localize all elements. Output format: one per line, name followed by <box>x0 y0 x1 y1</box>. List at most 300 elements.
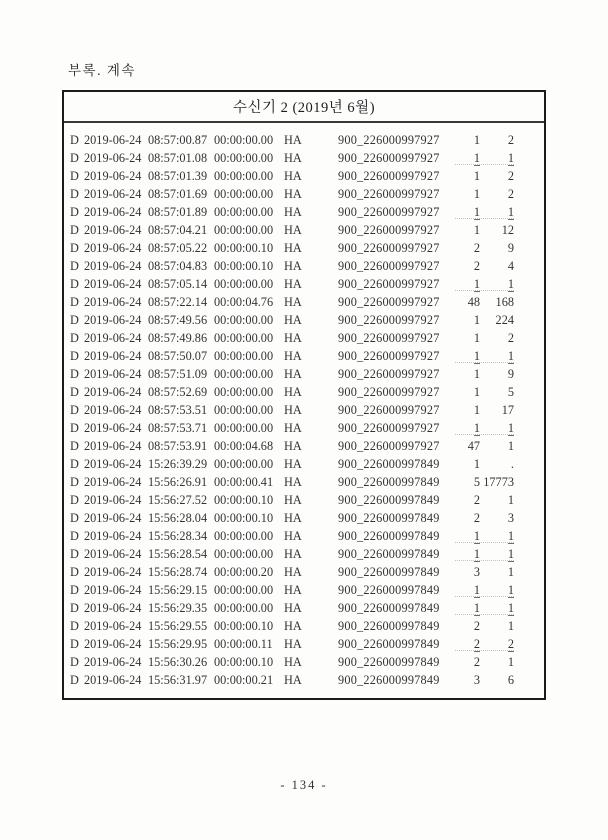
row-date: 2019-06-24 <box>84 439 142 453</box>
row-date: 2019-06-24 <box>84 619 142 633</box>
row-id: 900_226000997927 <box>338 133 440 147</box>
row-values <box>448 329 514 347</box>
row-time: 08:57:49.56 <box>148 313 208 327</box>
row-date: 2019-06-24 <box>84 421 142 435</box>
row-value-1: 1 <box>473 313 480 327</box>
row-time: 08:57:49.86 <box>148 331 208 345</box>
log-row <box>70 203 544 221</box>
row-value-1: 1 <box>473 529 480 543</box>
row-time: 08:57:52.69 <box>148 385 208 399</box>
row-value-2: 1 <box>507 349 514 363</box>
row-value-2: 3 <box>507 511 514 525</box>
row-date: 2019-06-24 <box>84 601 142 615</box>
row-values <box>448 599 514 617</box>
row-date: 2019-06-24 <box>84 565 142 579</box>
row-elapsed: 00:00:00.00 <box>214 367 274 381</box>
row-elapsed: 00:00:00.00 <box>214 385 274 399</box>
row-code: HA <box>284 529 302 543</box>
row-flag: D <box>70 259 79 273</box>
row-code: HA <box>284 565 302 579</box>
log-row <box>70 545 544 563</box>
row-elapsed: 00:00:00.00 <box>214 313 274 327</box>
row-values <box>448 527 514 545</box>
row-time: 08:57:50.07 <box>148 349 208 363</box>
row-value-1: 1 <box>473 421 480 435</box>
row-elapsed: 00:00:00.00 <box>214 151 274 165</box>
row-date: 2019-06-24 <box>84 205 142 219</box>
row-value-1: 2 <box>473 511 480 525</box>
row-id: 900_226000997849 <box>338 565 440 579</box>
row-values <box>448 167 514 185</box>
row-code: HA <box>284 277 302 291</box>
row-code: HA <box>284 457 302 471</box>
row-elapsed: 00:00:00.00 <box>214 403 274 417</box>
row-code: HA <box>284 349 302 363</box>
row-flag: D <box>70 601 79 615</box>
row-elapsed: 00:00:00.00 <box>214 547 274 561</box>
row-time: 15:56:31.97 <box>148 673 208 687</box>
row-values <box>448 473 514 491</box>
log-row <box>70 419 544 437</box>
row-date: 2019-06-24 <box>84 241 142 255</box>
log-row <box>70 221 544 239</box>
row-code: HA <box>284 583 302 597</box>
row-code: HA <box>284 619 302 633</box>
row-date: 2019-06-24 <box>84 385 142 399</box>
row-id: 900_226000997849 <box>338 673 440 687</box>
row-code: HA <box>284 439 302 453</box>
row-elapsed: 00:00:00.10 <box>214 511 274 525</box>
row-values <box>448 545 514 563</box>
row-id: 900_226000997849 <box>338 601 440 615</box>
row-date: 2019-06-24 <box>84 367 142 381</box>
row-date: 2019-06-24 <box>84 673 142 687</box>
row-elapsed: 00:00:00.00 <box>214 457 274 471</box>
row-values <box>448 563 514 581</box>
row-id: 900_226000997927 <box>338 277 440 291</box>
row-time: 08:57:00.87 <box>148 133 208 147</box>
row-value-2: 1 <box>507 547 514 561</box>
row-elapsed: 00:00:00.10 <box>214 259 274 273</box>
row-value-2: 1 <box>507 277 514 291</box>
log-row <box>70 599 544 617</box>
row-id: 900_226000997927 <box>338 223 440 237</box>
row-flag: D <box>70 565 79 579</box>
row-time: 08:57:53.91 <box>148 439 208 453</box>
row-value-1: 1 <box>473 151 480 165</box>
row-code: HA <box>284 421 302 435</box>
row-flag: D <box>70 385 79 399</box>
row-time: 15:56:29.35 <box>148 601 208 615</box>
row-time: 15:56:29.55 <box>148 619 208 633</box>
row-code: HA <box>284 475 302 489</box>
page-number: - 134 - <box>280 778 328 792</box>
row-flag: D <box>70 367 79 381</box>
row-value-2: 9 <box>507 241 514 255</box>
row-elapsed: 00:00:00.11 <box>214 637 273 651</box>
row-value-2: 1 <box>507 583 514 597</box>
row-values <box>448 509 514 527</box>
row-value-2: 1 <box>507 655 514 669</box>
row-value-2: 168 <box>495 295 514 309</box>
row-code: HA <box>284 151 302 165</box>
row-id: 900_226000997927 <box>338 403 440 417</box>
log-row <box>70 347 544 365</box>
row-value-2: 2 <box>507 133 514 147</box>
row-value-1: 2 <box>473 655 480 669</box>
row-code: HA <box>284 205 302 219</box>
row-flag: D <box>70 439 79 453</box>
row-id: 900_226000997927 <box>338 205 440 219</box>
row-flag: D <box>70 223 79 237</box>
log-row <box>70 509 544 527</box>
row-time: 08:57:01.08 <box>148 151 208 165</box>
log-row <box>70 365 544 383</box>
row-time: 08:57:01.69 <box>148 187 208 201</box>
row-elapsed: 00:00:00.00 <box>214 169 274 183</box>
row-id: 900_226000997849 <box>338 619 440 633</box>
row-code: HA <box>284 259 302 273</box>
row-values <box>448 257 514 275</box>
row-values <box>448 275 514 293</box>
log-row <box>70 473 544 491</box>
log-row <box>70 275 544 293</box>
row-values <box>448 365 514 383</box>
log-row <box>70 455 544 473</box>
row-date: 2019-06-24 <box>84 313 142 327</box>
row-value-1: 1 <box>473 583 480 597</box>
row-values <box>448 221 514 239</box>
row-elapsed: 00:00:00.00 <box>214 529 274 543</box>
row-date: 2019-06-24 <box>84 403 142 417</box>
row-value-1: 1 <box>473 403 480 417</box>
row-flag: D <box>70 637 79 651</box>
row-value-1: 1 <box>473 367 480 381</box>
row-flag: D <box>70 673 79 687</box>
row-elapsed: 00:00:00.10 <box>214 619 274 633</box>
row-date: 2019-06-24 <box>84 511 142 525</box>
row-flag: D <box>70 493 79 507</box>
appendix-label: 부록. 계속 <box>68 63 136 78</box>
row-time: 15:56:28.34 <box>148 529 208 543</box>
row-id: 900_226000997927 <box>338 259 440 273</box>
row-values <box>448 131 514 149</box>
row-values <box>448 383 514 401</box>
row-flag: D <box>70 133 79 147</box>
row-id: 900_226000997927 <box>338 313 440 327</box>
log-row <box>70 437 544 455</box>
row-id: 900_226000997849 <box>338 511 440 525</box>
row-value-1: 2 <box>473 259 480 273</box>
row-flag: D <box>70 151 79 165</box>
row-id: 900_226000997927 <box>338 151 440 165</box>
log-row <box>70 617 544 635</box>
row-value-2: 17 <box>501 403 514 417</box>
row-value-2: 6 <box>507 673 514 687</box>
row-value-1: 1 <box>473 223 480 237</box>
log-row <box>70 653 544 671</box>
row-time: 08:57:01.89 <box>148 205 208 219</box>
row-date: 2019-06-24 <box>84 187 142 201</box>
row-flag: D <box>70 655 79 669</box>
row-values <box>448 671 514 689</box>
log-row <box>70 149 544 167</box>
row-flag: D <box>70 205 79 219</box>
row-time: 08:57:04.83 <box>148 259 208 273</box>
row-flag: D <box>70 277 79 291</box>
row-elapsed: 00:00:00.41 <box>214 475 274 489</box>
receiver-log-table <box>62 90 546 700</box>
row-value-2: 4 <box>507 259 514 273</box>
row-flag: D <box>70 241 79 255</box>
row-values <box>448 347 514 365</box>
row-elapsed: 00:00:00.00 <box>214 601 274 615</box>
log-row <box>70 401 544 419</box>
row-code: HA <box>284 133 302 147</box>
row-time: 15:56:30.26 <box>148 655 208 669</box>
log-row <box>70 257 544 275</box>
row-flag: D <box>70 313 79 327</box>
row-value-1: 48 <box>467 295 480 309</box>
row-date: 2019-06-24 <box>84 583 142 597</box>
row-date: 2019-06-24 <box>84 295 142 309</box>
row-id: 900_226000997927 <box>338 295 440 309</box>
row-date: 2019-06-24 <box>84 331 142 345</box>
row-date: 2019-06-24 <box>84 637 142 651</box>
log-row <box>70 239 544 257</box>
row-code: HA <box>284 601 302 615</box>
row-id: 900_226000997927 <box>338 367 440 381</box>
table-body <box>64 123 544 689</box>
row-value-1: 1 <box>473 187 480 201</box>
log-row <box>70 563 544 581</box>
row-values <box>448 581 514 599</box>
row-time: 08:57:53.51 <box>148 403 208 417</box>
row-time: 08:57:05.14 <box>148 277 208 291</box>
row-value-2: 2 <box>507 637 514 651</box>
row-id: 900_226000997927 <box>338 349 440 363</box>
log-row <box>70 671 544 689</box>
row-values <box>448 149 514 167</box>
row-code: HA <box>284 493 302 507</box>
row-value-1: 1 <box>473 385 480 399</box>
row-code: HA <box>284 403 302 417</box>
row-value-1: 5 <box>473 475 480 489</box>
row-values <box>448 617 514 635</box>
row-time: 15:56:28.74 <box>148 565 208 579</box>
row-elapsed: 00:00:00.20 <box>214 565 274 579</box>
row-code: HA <box>284 169 302 183</box>
row-elapsed: 00:00:00.00 <box>214 205 274 219</box>
row-elapsed: 00:00:00.00 <box>214 349 274 363</box>
row-value-2: 1 <box>507 439 514 453</box>
row-id: 900_226000997849 <box>338 637 440 651</box>
row-flag: D <box>70 331 79 345</box>
row-date: 2019-06-24 <box>84 349 142 363</box>
row-date: 2019-06-24 <box>84 151 142 165</box>
row-elapsed: 00:00:00.00 <box>214 583 274 597</box>
row-elapsed: 00:00:00.21 <box>214 673 274 687</box>
row-value-1: 1 <box>473 169 480 183</box>
row-time: 15:56:27.52 <box>148 493 208 507</box>
row-flag: D <box>70 583 79 597</box>
row-flag: D <box>70 547 79 561</box>
row-value-1: 1 <box>473 547 480 561</box>
log-row <box>70 293 544 311</box>
row-code: HA <box>284 655 302 669</box>
row-value-2: 1 <box>507 565 514 579</box>
row-value-2: 1 <box>507 421 514 435</box>
row-flag: D <box>70 403 79 417</box>
row-value-2: 5 <box>507 385 514 399</box>
row-elapsed: 00:00:04.76 <box>214 295 274 309</box>
row-id: 900_226000997849 <box>338 583 440 597</box>
row-id: 900_226000997927 <box>338 385 440 399</box>
log-row <box>70 383 544 401</box>
row-id: 900_226000997849 <box>338 529 440 543</box>
row-values <box>448 293 514 311</box>
row-flag: D <box>70 475 79 489</box>
row-elapsed: 00:00:00.10 <box>214 241 274 255</box>
row-code: HA <box>284 367 302 381</box>
row-code: HA <box>284 637 302 651</box>
row-flag: D <box>70 511 79 525</box>
row-id: 900_226000997849 <box>338 493 440 507</box>
log-row <box>70 635 544 653</box>
row-value-1: 2 <box>473 241 480 255</box>
row-flag: D <box>70 619 79 633</box>
row-flag: D <box>70 187 79 201</box>
row-values <box>448 185 514 203</box>
row-id: 900_226000997849 <box>338 475 440 489</box>
row-value-1: 2 <box>473 637 480 651</box>
row-code: HA <box>284 385 302 399</box>
row-flag: D <box>70 169 79 183</box>
log-row <box>70 131 544 149</box>
row-time: 15:56:29.95 <box>148 637 208 651</box>
row-time: 15:56:26.91 <box>148 475 208 489</box>
row-elapsed: 00:00:00.00 <box>214 187 274 201</box>
row-values <box>448 311 514 329</box>
row-value-1: 1 <box>473 277 480 291</box>
row-date: 2019-06-24 <box>84 475 142 489</box>
row-time: 15:56:28.04 <box>148 511 208 525</box>
row-value-2: 1 <box>507 529 514 543</box>
log-row <box>70 185 544 203</box>
row-value-2: 2 <box>507 169 514 183</box>
row-value-2: 17773 <box>483 475 514 489</box>
row-id: 900_226000997927 <box>338 169 440 183</box>
row-code: HA <box>284 331 302 345</box>
log-row <box>70 329 544 347</box>
row-value-1: 3 <box>473 673 480 687</box>
row-value-2: 9 <box>507 367 514 381</box>
row-time: 08:57:04.21 <box>148 223 208 237</box>
row-flag: D <box>70 457 79 471</box>
row-value-2: 12 <box>501 223 514 237</box>
row-value-2: 1 <box>507 601 514 615</box>
row-id: 900_226000997927 <box>338 241 440 255</box>
row-code: HA <box>284 511 302 525</box>
row-date: 2019-06-24 <box>84 655 142 669</box>
row-date: 2019-06-24 <box>84 259 142 273</box>
row-code: HA <box>284 223 302 237</box>
row-values <box>448 437 514 455</box>
row-elapsed: 00:00:00.00 <box>214 223 274 237</box>
row-id: 900_226000997927 <box>338 187 440 201</box>
row-values <box>448 203 514 221</box>
row-date: 2019-06-24 <box>84 493 142 507</box>
row-code: HA <box>284 241 302 255</box>
row-id: 900_226000997849 <box>338 547 440 561</box>
row-time: 08:57:53.71 <box>148 421 208 435</box>
row-time: 08:57:05.22 <box>148 241 208 255</box>
row-values <box>448 491 514 509</box>
log-row <box>70 527 544 545</box>
row-values <box>448 401 514 419</box>
row-date: 2019-06-24 <box>84 529 142 543</box>
row-id: 900_226000997849 <box>338 457 440 471</box>
row-time: 15:56:29.15 <box>148 583 208 597</box>
row-value-1: 47 <box>467 439 480 453</box>
row-elapsed: 00:00:00.00 <box>214 133 274 147</box>
row-values <box>448 653 514 671</box>
row-elapsed: 00:00:00.10 <box>214 655 274 669</box>
row-date: 2019-06-24 <box>84 277 142 291</box>
row-date: 2019-06-24 <box>84 457 142 471</box>
log-row <box>70 167 544 185</box>
log-row <box>70 311 544 329</box>
row-date: 2019-06-24 <box>84 133 142 147</box>
row-flag: D <box>70 295 79 309</box>
row-code: HA <box>284 313 302 327</box>
row-value-1: 1 <box>473 601 480 615</box>
row-value-1: 1 <box>473 205 480 219</box>
row-elapsed: 00:00:00.00 <box>214 277 274 291</box>
row-id: 900_226000997927 <box>338 331 440 345</box>
row-value-2: 1 <box>507 151 514 165</box>
log-row <box>70 491 544 509</box>
row-time: 15:56:28.54 <box>148 547 208 561</box>
row-time: 15:26:39.29 <box>148 457 208 471</box>
row-value-2: 1 <box>507 619 514 633</box>
row-value-1: 1 <box>473 133 480 147</box>
row-values <box>448 239 514 257</box>
table-title: 수신기 2 (2019년 6월) <box>64 92 544 123</box>
row-value-2: 1 <box>507 205 514 219</box>
row-value-2: 2 <box>507 187 514 201</box>
row-value-1: 1 <box>473 457 480 471</box>
row-value-1: 3 <box>473 565 480 579</box>
row-elapsed: 00:00:00.00 <box>214 331 274 345</box>
row-values <box>448 419 514 437</box>
row-value-2: 2 <box>507 331 514 345</box>
row-value-1: 2 <box>473 619 480 633</box>
row-date: 2019-06-24 <box>84 169 142 183</box>
row-value-2: 224 <box>495 313 514 327</box>
row-time: 08:57:51.09 <box>148 367 208 381</box>
row-flag: D <box>70 421 79 435</box>
row-id: 900_226000997849 <box>338 655 440 669</box>
row-elapsed: 00:00:00.00 <box>214 421 274 435</box>
row-time: 08:57:01.39 <box>148 169 208 183</box>
row-value-2: 1 <box>507 493 514 507</box>
row-flag: D <box>70 529 79 543</box>
row-value-2: . <box>510 457 514 471</box>
row-elapsed: 00:00:04.68 <box>214 439 274 453</box>
row-code: HA <box>284 295 302 309</box>
row-code: HA <box>284 547 302 561</box>
